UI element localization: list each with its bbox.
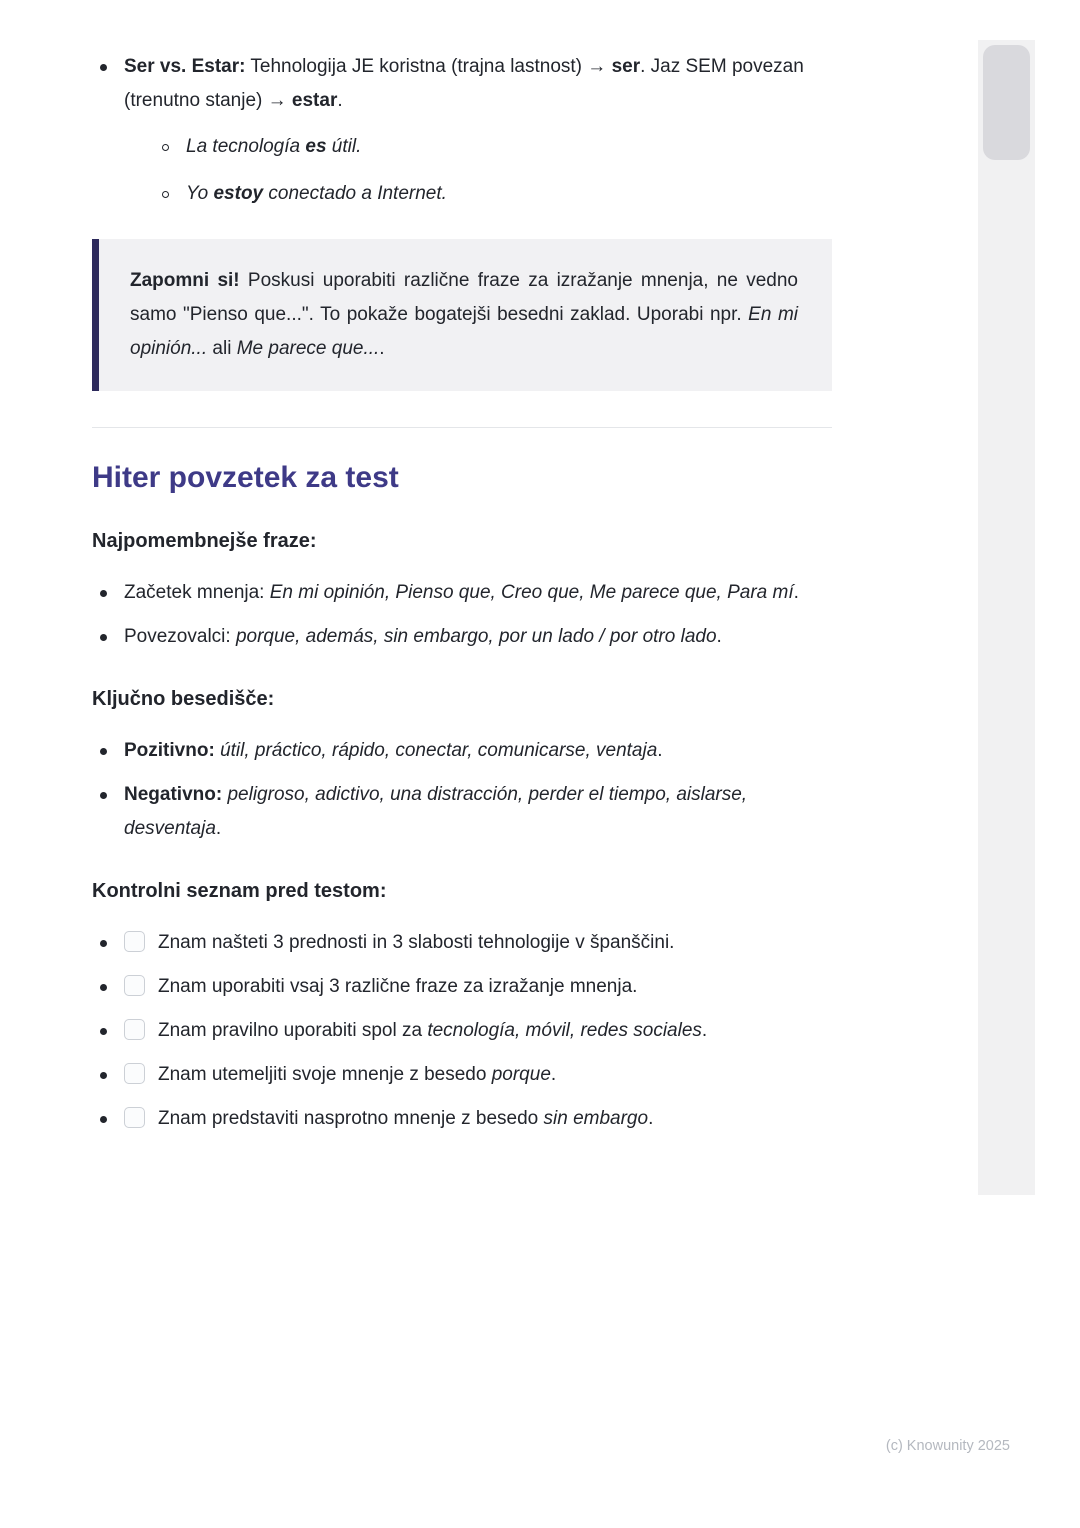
examples-list bbox=[154, 130, 832, 211]
checklist-text: Znam uporabiti vsaj 3 različne fraze za izražanje mnenja. bbox=[158, 976, 638, 997]
example-item bbox=[154, 177, 832, 211]
checklist-item bbox=[92, 926, 832, 960]
example-text: La tecnología es útil. bbox=[186, 136, 362, 157]
checklist-text: Znam predstaviti nasprotno mnenje z besedo sin embargo. bbox=[158, 1108, 654, 1129]
checkbox[interactable] bbox=[124, 1019, 145, 1040]
vocabulary-list bbox=[92, 734, 832, 846]
section-divider bbox=[92, 427, 832, 428]
scrollbar-track[interactable] bbox=[978, 40, 1035, 1195]
checklist-item bbox=[92, 1102, 832, 1136]
notes-list bbox=[92, 50, 832, 211]
vocab-text: Negativno: peligroso, adictivo, una distracción, perder el tiempo, aislarse, desventaja. bbox=[124, 784, 748, 839]
vocab-text: Pozitivno: útil, práctico, rápido, conectar, comunicarse, ventaja. bbox=[124, 740, 663, 761]
checklist-item bbox=[92, 970, 832, 1004]
checkbox[interactable] bbox=[124, 975, 145, 996]
phrases-subheading: Najpomembnejše fraze: bbox=[92, 530, 317, 552]
phrase-item bbox=[92, 576, 832, 610]
vocab-item bbox=[92, 734, 832, 768]
checkbox[interactable] bbox=[124, 1063, 145, 1084]
vocab-item bbox=[92, 778, 832, 846]
example-text: Yo estoy conectado a Internet. bbox=[186, 183, 447, 204]
ser-estar-item bbox=[92, 50, 832, 211]
checklist-text: Znam našteti 3 prednosti in 3 slabosti tehnologije v španščini. bbox=[158, 932, 675, 953]
checkbox[interactable] bbox=[124, 1107, 145, 1128]
checkbox[interactable] bbox=[124, 931, 145, 952]
phrases-list bbox=[92, 576, 832, 654]
document-content bbox=[92, 50, 832, 1146]
reminder-callout bbox=[92, 239, 832, 391]
ser-estar-text: Ser vs. Estar: Tehnologija JE koristna (trajna lastnost) → ser. Jaz SEM povezan (trenutno stanje) → estar. bbox=[124, 56, 804, 111]
copyright-notice: (c) Knowunity 2025 bbox=[885, 1438, 1010, 1454]
scrollbar-thumb[interactable] bbox=[983, 45, 1030, 160]
reminder-text: Zapomni si! Poskusi uporabiti različne fraze za izražanje mnenja, ne vedno samo "Pienso que...". To pokaže bogatejši besedni zaklad. Uporabi npr. En mi opinión... ali Me parece que.... bbox=[130, 270, 798, 359]
phrase-text: Povezovalci: porque, además, sin embargo, por un lado / por otro lado. bbox=[124, 626, 722, 647]
vocabulary-subheading: Ključno besedišče: bbox=[92, 688, 275, 710]
phrase-item bbox=[92, 620, 832, 654]
checklist-text: Znam utemeljiti svoje mnenje z besedo porque. bbox=[158, 1064, 557, 1085]
checklist bbox=[92, 926, 832, 1136]
example-item bbox=[154, 130, 832, 164]
summary-heading: Hiter povzetek za test bbox=[92, 461, 399, 494]
checklist-subheading: Kontrolni seznam pred testom: bbox=[92, 880, 387, 902]
checklist-text: Znam pravilno uporabiti spol za tecnología, móvil, redes sociales. bbox=[158, 1020, 708, 1041]
checklist-item bbox=[92, 1058, 832, 1092]
checklist-item bbox=[92, 1014, 832, 1048]
phrase-text: Začetek mnenja: En mi opinión, Pienso que, Creo que, Me parece que, Para mí. bbox=[124, 582, 799, 603]
